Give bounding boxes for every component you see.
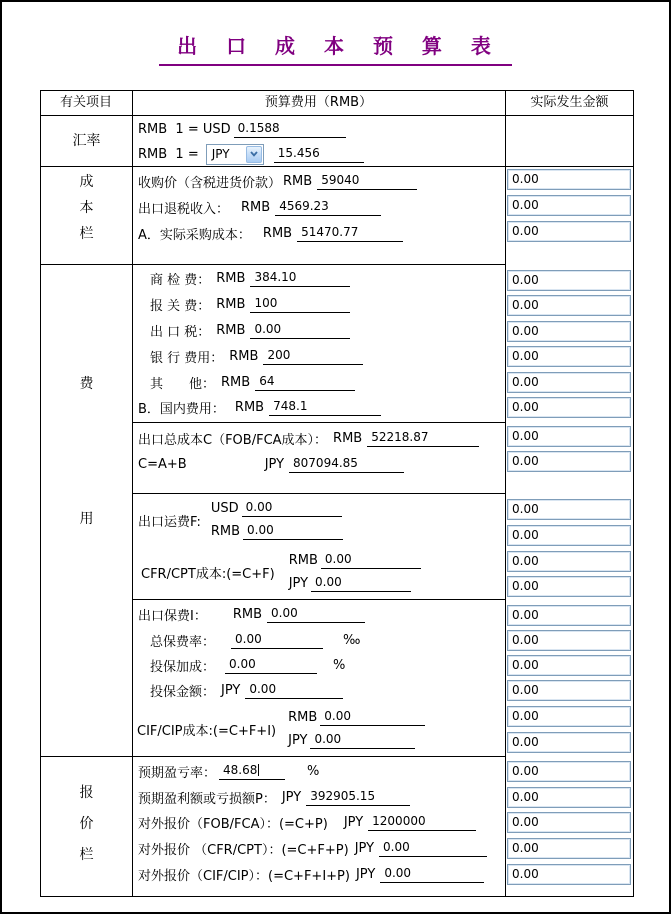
page-title: 出 口 成 本 预 算 表 bbox=[159, 30, 512, 66]
actual-amount-input[interactable]: 0.00 bbox=[507, 426, 631, 447]
cif-jpy-currency: JPY bbox=[288, 733, 308, 748]
actual-amount-input[interactable]: 0.00 bbox=[507, 499, 631, 520]
actual-amount-input[interactable]: 0.00 bbox=[507, 838, 631, 859]
row-line-header bbox=[40, 115, 634, 116]
insurance-premium-field[interactable]: 0.00 bbox=[267, 606, 365, 623]
profit-amount-field[interactable]: 392905.15 bbox=[306, 789, 410, 806]
header-budget: 预算费用（RMB） bbox=[264, 95, 373, 110]
quote-cfr-field[interactable]: 0.00 bbox=[379, 840, 487, 857]
premium-rate-label: 总保费率： bbox=[150, 634, 216, 650]
cfr-jpy-currency: JPY bbox=[288, 576, 309, 591]
purchase-price-currency: RMB bbox=[283, 173, 313, 189]
total-cost-jpy-currency: JPY bbox=[264, 456, 285, 472]
section-label-cost-2: 本 bbox=[79, 200, 94, 216]
other-fee-currency: RMB bbox=[221, 374, 251, 390]
actual-amount-input[interactable]: 0.00 bbox=[507, 787, 631, 808]
total-cost-jpy-field[interactable]: 807094.85 bbox=[289, 456, 404, 473]
quote-cfr-label: 对外报价 （CFR/CPT）：(=C+F+P) bbox=[138, 842, 349, 858]
purchase-price-label: 收购价（含税进货价款） bbox=[138, 175, 282, 191]
tax-refund-field[interactable]: 4569.23 bbox=[275, 199, 381, 216]
inspection-fee-currency: RMB bbox=[216, 270, 246, 286]
section-label-exchange: 汇率 bbox=[72, 133, 101, 149]
customs-fee-label: 报 关 费： bbox=[150, 298, 211, 314]
actual-amount-input[interactable]: 0.00 bbox=[507, 295, 631, 316]
tax-refund-currency: RMB bbox=[241, 199, 271, 215]
section-label-cost-1: 成 bbox=[79, 174, 94, 190]
procurement-cost-field[interactable]: 51470.77 bbox=[297, 225, 403, 242]
text-caret bbox=[258, 764, 259, 776]
other-fee-field[interactable]: 64 bbox=[255, 374, 355, 391]
actual-amount-input[interactable]: 0.00 bbox=[507, 525, 631, 546]
quote-cfr-currency: JPY bbox=[354, 840, 375, 856]
actual-amount-input[interactable]: 0.00 bbox=[507, 630, 631, 651]
procurement-cost-label: A．实际采购成本： bbox=[138, 227, 251, 243]
profit-rate-unit: % bbox=[307, 763, 320, 779]
quote-fob-label: 对外报价（FOB/FCA）：(=C+P) bbox=[138, 816, 328, 832]
header-actual: 实际发生金额 bbox=[530, 95, 609, 110]
insurance-premium-label: 出口保费I： bbox=[138, 608, 207, 624]
premium-rate-unit: ‰ bbox=[343, 632, 361, 648]
usd-rate-label: RMB 1 = USD bbox=[138, 122, 231, 137]
actual-amount-input[interactable]: 0.00 bbox=[507, 864, 631, 885]
total-cost-label: 出口总成本C（FOB/FCA成本）： bbox=[138, 432, 328, 448]
currency-select[interactable] bbox=[206, 144, 264, 165]
quote-cif-currency: JPY bbox=[355, 866, 376, 882]
domestic-total-label: B．国内费用： bbox=[138, 401, 225, 417]
actual-amount-input[interactable]: 0.00 bbox=[507, 551, 631, 572]
header-project: 有关项目 bbox=[59, 95, 112, 110]
cif-jpy-field[interactable]: 0.00 bbox=[310, 732, 415, 749]
total-cost-rmb-currency: RMB bbox=[333, 430, 363, 446]
bank-charge-label: 银 行 费用： bbox=[150, 350, 224, 366]
export-tax-field[interactable]: 0.00 bbox=[250, 322, 350, 339]
row-line-freight bbox=[132, 599, 506, 600]
row-line-domestic bbox=[132, 422, 506, 423]
actual-amount-input[interactable]: 0.00 bbox=[507, 761, 631, 782]
freight-rmb-field[interactable]: 0.00 bbox=[243, 523, 343, 540]
actual-amount-input[interactable]: 0.00 bbox=[507, 706, 631, 727]
purchase-price-field[interactable]: 59040 bbox=[317, 173, 417, 190]
section-label-quote-3: 栏 bbox=[79, 847, 94, 863]
customs-fee-field[interactable]: 100 bbox=[250, 296, 350, 313]
quote-cif-label: 对外报价（CIF/CIP）：(=C+F+I+P) bbox=[138, 868, 350, 884]
actual-amount-input[interactable]: 0.00 bbox=[507, 195, 631, 216]
cif-rmb-currency: RMB bbox=[288, 710, 318, 725]
usd-rate-field[interactable]: 0.1588 bbox=[234, 121, 346, 138]
cfr-rmb-currency: RMB bbox=[288, 553, 318, 568]
actual-amount-input[interactable]: 0.00 bbox=[507, 812, 631, 833]
section-label-fees-1: 费 bbox=[79, 376, 94, 392]
procurement-cost-currency: RMB bbox=[262, 225, 293, 241]
actual-amount-input[interactable]: 0.00 bbox=[507, 605, 631, 626]
insurance-premium-currency: RMB bbox=[232, 606, 263, 622]
actual-amount-input[interactable]: 0.00 bbox=[507, 451, 631, 472]
quote-fob-field[interactable]: 1200000 bbox=[368, 814, 476, 831]
bank-charge-currency: RMB bbox=[229, 348, 259, 364]
freight-label: 出口运费F: bbox=[138, 514, 201, 530]
profit-amount-currency: JPY bbox=[281, 789, 302, 805]
tax-refund-label: 出口退税收入： bbox=[138, 201, 230, 217]
markup-field[interactable]: 0.00 bbox=[225, 657, 317, 674]
markup-label: 投保加成： bbox=[150, 659, 216, 675]
actual-amount-input[interactable]: 0.00 bbox=[507, 270, 631, 291]
domestic-total-currency: RMB bbox=[234, 399, 265, 415]
section-label-fees-2: 用 bbox=[79, 511, 94, 527]
actual-amount-input[interactable]: 0.00 bbox=[507, 321, 631, 342]
cfr-jpy-field[interactable]: 0.00 bbox=[311, 575, 411, 592]
actual-amount-input[interactable]: 0.00 bbox=[507, 680, 631, 701]
quote-cif-field[interactable]: 0.00 bbox=[380, 866, 484, 883]
inspection-fee-label: 商 检 费： bbox=[150, 272, 211, 288]
actual-amount-input[interactable]: 0.00 bbox=[507, 372, 631, 393]
section-label-quote-2: 价 bbox=[79, 816, 94, 832]
actual-amount-input[interactable]: 0.00 bbox=[507, 397, 631, 418]
profit-rate-label: 预期盈亏率： bbox=[138, 765, 217, 781]
insured-amount-label: 投保金额： bbox=[150, 684, 216, 700]
cfr-cost-label: CFR/CPT成本:(=C+F) bbox=[141, 566, 275, 582]
freight-usd-currency: USD bbox=[210, 501, 239, 516]
other-fee-label: 其 他： bbox=[150, 376, 216, 392]
actual-amount-input[interactable]: 0.00 bbox=[507, 655, 631, 676]
cif-cost-label: CIF/CIP成本:(=C+F+I) bbox=[137, 723, 277, 739]
export-tax-label: 出 口 税： bbox=[150, 324, 211, 340]
profit-amount-label: 预期盈利额或亏损额P： bbox=[138, 791, 276, 807]
cif-rmb-field[interactable]: 0.00 bbox=[320, 709, 425, 726]
actual-amount-input[interactable]: 0.00 bbox=[507, 346, 631, 367]
cfr-rmb-field[interactable]: 0.00 bbox=[321, 552, 421, 569]
total-cost-formula: C=A+B bbox=[138, 456, 187, 472]
row-line-quote bbox=[40, 756, 506, 757]
insured-amount-field[interactable]: 0.00 bbox=[245, 682, 343, 699]
insured-amount-currency: JPY bbox=[221, 682, 241, 698]
inspection-fee-field[interactable]: 384.10 bbox=[250, 270, 350, 287]
export-tax-currency: RMB bbox=[216, 322, 246, 338]
markup-unit: % bbox=[333, 657, 346, 673]
customs-fee-currency: RMB bbox=[216, 296, 246, 312]
actual-amount-input[interactable]: 0.00 bbox=[507, 221, 631, 242]
section-label-cost-3: 栏 bbox=[79, 226, 94, 242]
jpy-rate-label: RMB 1 = bbox=[138, 146, 199, 162]
actual-amount-input[interactable]: 0.00 bbox=[507, 576, 631, 597]
currency-select-value: JPY bbox=[211, 147, 230, 161]
quote-fob-currency: JPY bbox=[343, 814, 364, 830]
freight-usd-field[interactable]: 0.00 bbox=[242, 500, 342, 517]
actual-amount-input[interactable]: 0.00 bbox=[507, 169, 631, 190]
domestic-total-field[interactable]: 748.1 bbox=[269, 399, 381, 416]
total-cost-rmb-field[interactable]: 52218.87 bbox=[367, 430, 479, 447]
jpy-rate-field[interactable]: 15.456 bbox=[274, 146, 364, 163]
chevron-down-icon[interactable] bbox=[246, 146, 262, 163]
profit-rate-field[interactable]: 48.68 bbox=[219, 763, 285, 780]
freight-rmb-currency: RMB bbox=[210, 524, 241, 539]
section-label-quote-1: 报 bbox=[79, 785, 94, 801]
bank-charge-field[interactable]: 200 bbox=[263, 348, 363, 365]
row-line-exchange bbox=[40, 166, 634, 167]
premium-rate-field[interactable]: 0.00 bbox=[231, 632, 323, 649]
actual-amount-input[interactable]: 0.00 bbox=[507, 732, 631, 753]
